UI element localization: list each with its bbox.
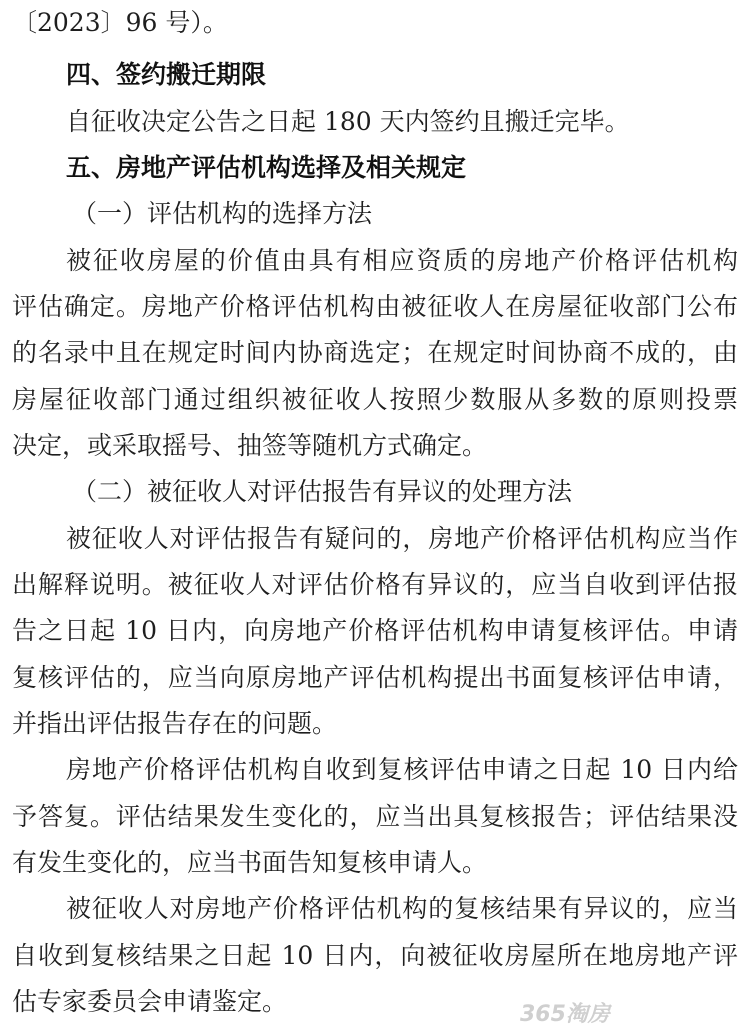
text-line: 估专家委员会申请鉴定。 bbox=[12, 987, 288, 1016]
text-line: 房地产价格评估机构自收到复核评估申请之日起 10 日内给 bbox=[66, 755, 738, 784]
text-line: 并指出评估报告存在的问题。 bbox=[12, 709, 338, 738]
text-line: 出解释说明。被征收人对评估价格有异议的，应当自收到评估报 bbox=[12, 570, 738, 599]
watermark-logo: 365淘房 bbox=[520, 1002, 610, 1027]
text-line: 予答复。评估结果发生变化的，应当出具复核报告；评估结果没 bbox=[12, 802, 738, 831]
text-line: 自收到复核结果之日起 10 日内，向被征收房屋所在地房地产评 bbox=[12, 941, 738, 970]
text-line: 有发生变化的，应当书面告知复核申请人。 bbox=[12, 848, 488, 877]
text-line: 决定，或采取摇号、抽签等随机方式确定。 bbox=[12, 431, 488, 460]
text-line: 自征收决定公告之日起 180 天内签约且搬迁完毕。 bbox=[66, 107, 630, 136]
text-line: 的名录中且在规定时间内协商选定；在规定时间协商不成的，由 bbox=[12, 338, 738, 367]
text-line: 告之日起 10 日内，向房地产价格评估机构申请复核评估。申请 bbox=[12, 616, 738, 645]
subsection-heading-2: （二）被征收人对评估报告有异议的处理方法 bbox=[72, 477, 573, 506]
text-line: 房屋征收部门通过组织被征收人按照少数服从多数的原则投票 bbox=[12, 385, 738, 414]
text-line: 复核评估的，应当向原房地产评估机构提出书面复核评估申请， bbox=[12, 663, 738, 692]
text-line: 〔2023〕96 号）。 bbox=[12, 8, 228, 37]
text-line: 被征收人对评估报告有疑问的，房地产价格评估机构应当作 bbox=[66, 524, 738, 553]
text-line: 评估确定。房地产价格评估机构由被征收人在房屋征收部门公布 bbox=[12, 292, 738, 321]
subsection-heading-1: （一）评估机构的选择方法 bbox=[72, 199, 373, 228]
section-heading-4: 四、签约搬迁期限 bbox=[66, 60, 267, 89]
section-heading-5: 五、房地产评估机构选择及相关规定 bbox=[66, 153, 467, 182]
text-line: 被征收人对房地产价格评估机构的复核结果有异议的，应当 bbox=[66, 894, 738, 923]
text-line: 被征收房屋的价值由具有相应资质的房地产价格评估机构 bbox=[66, 246, 738, 275]
